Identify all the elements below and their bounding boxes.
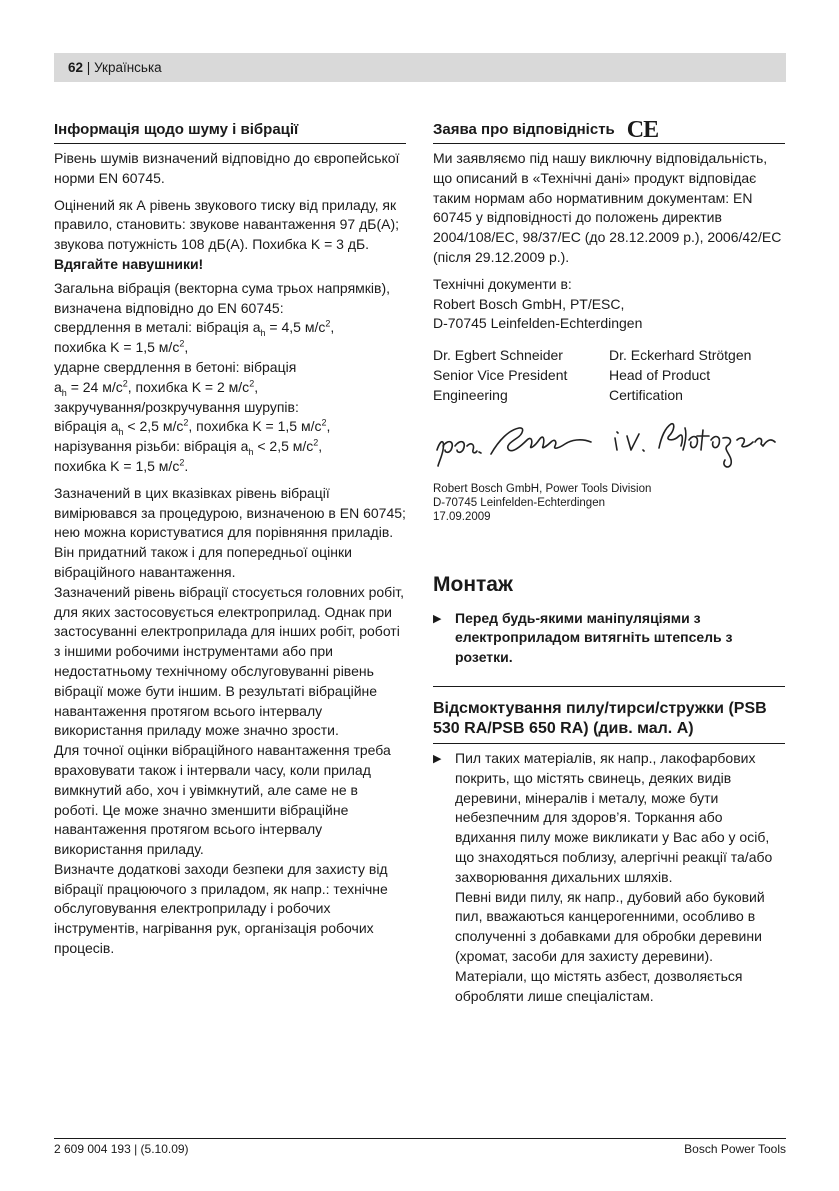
hearing-warning: Вдягайте навушники! xyxy=(54,255,204,272)
signature-address: D-70745 Leinfelden-Echterdingen xyxy=(433,496,605,509)
signer1-name: Dr. Egbert Schneider xyxy=(433,347,563,364)
vib-screw-k: , похибка K = 1,5 м/с xyxy=(188,418,322,435)
left-column xyxy=(54,120,406,959)
mount-chapter-title: Монтаж xyxy=(433,572,513,596)
vibration-main-work-paragraph: Зазначений рівень вібрації стосується головних робіт, для яких застосовується електроприлад. Однак при застосуванні електроприлада для інших робіт, роботі з іншими робочими інструментами або при недостатньому технічному обслуговуванні рівень вібрації може бути іншим. В результаті вібраційне навантаження протягом всього інтервалу використання приладу може значно зрости. xyxy=(54,583,405,739)
sup-2: 2 xyxy=(321,417,327,428)
vib-comma: , xyxy=(326,418,331,435)
dust-extraction-title: Відсмоктування пилу/тирси/стружки (PSB 530 RA/PSB 650 RA) (див. мал. A) xyxy=(433,699,785,744)
signature-date: 17.09.2009 xyxy=(433,510,491,523)
vib-comma: , xyxy=(184,339,189,356)
sup-2: 2 xyxy=(249,378,255,389)
sup-2: 2 xyxy=(179,338,185,349)
signer-2 xyxy=(609,346,785,405)
right-column xyxy=(433,116,785,1006)
vib-comma: , xyxy=(330,319,335,336)
vib-impact-a: a xyxy=(54,378,62,395)
page-number: 62 xyxy=(68,60,84,75)
vib-drill-metal: свердлення в металі: вібрація a xyxy=(54,319,261,336)
sup-2: 2 xyxy=(122,378,128,389)
vibration-values xyxy=(54,318,406,476)
signer-1 xyxy=(433,346,609,405)
mount-bullet xyxy=(433,609,785,668)
vibration-procedure-paragraph: Зазначений в цих вказівках рівень вібрації вимірювався за процедурою, визначеною в EN 60745; нею можна користуватися для порівняння приладів. Він придатний також і для попередньої оцінки вібраційного навантаження. xyxy=(54,484,406,580)
dust-bullet xyxy=(433,749,785,1006)
signature-2-iv xyxy=(615,432,644,451)
vib-thread-value: < 2,5 м/с xyxy=(253,438,314,455)
signature-2-name xyxy=(659,423,775,466)
tech-docs-label: Технічні документи в: xyxy=(433,275,572,292)
conformity-title-row xyxy=(433,116,785,144)
vibration-safety-paragraph: Визначте додаткові заходи безпеки для захисту від вібрації працюючого з приладом, як напр.: технічне обслуговування електроприладу і робочих інструментів, нагрівання рук, організація робочих процесів. xyxy=(54,860,388,957)
sup-2: 2 xyxy=(179,457,185,468)
header-text xyxy=(68,60,162,76)
noise-vibration-title: Інформація щодо шуму і вібрації xyxy=(54,120,406,144)
mount-bullet-text: Перед будь-якими маніпуляціями з електроприладом витягніть штепсель з розетки. xyxy=(455,609,733,666)
footer-rule xyxy=(54,1138,786,1139)
noise-level-paragraph: Оцінений як А рівень звукового тиску від приладу, як правило, становить: звукове навантаження 97 дБ(А); звукова потужність 108 дБ(А). Похибка K = 3 дБ. xyxy=(54,196,399,253)
vib-impact: ударне свердлення в бетоні: вібрація xyxy=(54,358,297,375)
vib-thread: нарізування різьби: вібрація a xyxy=(54,438,249,455)
dust-bullet-text-2: Певні види пилу, як напр., дубовий або буковий пил, вважаються канцерогенними, особливо в сполученні з добавками для обробки деревини (хромат, засоби для захисту деревини). Матеріали, що містять азбест, дозволяється обробляти лише спеціалістам. xyxy=(455,888,765,1004)
signer2-dept: Certification xyxy=(609,386,683,403)
page-header xyxy=(54,53,786,82)
signer2-role: Head of Product xyxy=(609,366,711,383)
noise-norm-paragraph: Рівень шумів визначений відповідно до європейської норми EN 60745. xyxy=(54,150,400,186)
ce-mark-icon: CE xyxy=(626,116,659,143)
signature-company: Robert Bosch GmbH, Power Tools Division xyxy=(433,482,652,495)
signer1-role: Senior Vice President xyxy=(433,366,568,383)
sup-2: 2 xyxy=(313,437,319,448)
vib-comma: , xyxy=(254,378,259,395)
dust-bullet-body xyxy=(455,749,785,1006)
vib-impact-value: = 24 м/с xyxy=(66,378,123,395)
vib-period: . xyxy=(184,457,189,474)
tech-docs-address: D-70745 Leinfelden-Echterdingen xyxy=(433,315,643,332)
sub-h: h xyxy=(248,446,254,457)
signers xyxy=(433,346,785,405)
handwritten-signatures xyxy=(433,416,785,472)
signer2-name: Dr. Eckerhard Strötgen xyxy=(609,347,752,364)
vibration-intro: Загальна вібрація (векторна сума трьох напрямків), визначена відповідно до EN 60745: xyxy=(54,279,390,316)
vib-comma: , xyxy=(318,438,323,455)
vib-drill-metal-k: похибка K = 1,5 м/с xyxy=(54,339,180,356)
sup-2: 2 xyxy=(325,318,331,329)
vib-impact-k: , похибка K = 2 м/с xyxy=(127,378,250,395)
sub-h: h xyxy=(118,427,124,438)
signature-1-ppa xyxy=(437,441,481,465)
sub-h: h xyxy=(260,328,266,339)
bullet-triangle-icon: ▶ xyxy=(433,752,442,765)
dust-bullet-text-1: Пил таких матеріалів, як напр., лакофарбових покрить, що містять свинець, деяких видів деревини, мінералів і металу, може бути небезпечним для здоров’я. Торкання або вдихання пилу може викликати у Вас або у осіб, що знаходяться поблизу, алергічні реакції та/або захворювання дихальних шляхів. xyxy=(455,749,773,885)
bullet-triangle-icon: ▶ xyxy=(433,612,442,625)
header-separator: | xyxy=(86,60,91,75)
vib-thread-k: похибка K = 1,5 м/с xyxy=(54,457,180,474)
footer-doc-number: 2 609 004 193 | (5.10.09) xyxy=(54,1142,189,1156)
signature-1-name xyxy=(491,427,591,453)
conformity-text: Ми заявляємо під нашу виключну відповідальність, що описаний в «Технічні дані» продукт відповідає таким нормам або нормативним документам: EN 60745 у відповідності до положень директив 2004/108/EC, 98/37/EC (до 28.12.2009 р.), 2006/42/EC (після 29.12.2009 р.). xyxy=(433,150,782,265)
vib-screw-value: < 2,5 м/с xyxy=(123,418,184,435)
signer1-dept: Engineering xyxy=(433,386,508,403)
section-divider xyxy=(433,686,785,687)
header-language: Українська xyxy=(94,60,162,75)
conformity-title: Заява про відповідність xyxy=(433,121,615,138)
footer-brand: Bosch Power Tools xyxy=(684,1142,786,1156)
vib-screw: закручування/розкручування шурупів: xyxy=(54,398,299,415)
vib-screw-a: вібрація a xyxy=(54,418,119,435)
vib-drill-metal-value: = 4,5 м/с xyxy=(265,319,326,336)
sub-h: h xyxy=(61,387,67,398)
tech-docs-company: Robert Bosch GmbH, PT/ESC, xyxy=(433,295,625,312)
sup-2: 2 xyxy=(183,417,189,428)
vibration-estimate-paragraph: Для точної оцінки вібраційного навантаження треба враховувати також і інтервали часу, коли прилад вимкнутий або, хоч і увімкнутий, але саме не в роботі. Це може значно зменшити вібраційне навантаження протягом всього інтервалу використання приладу. xyxy=(54,742,391,858)
